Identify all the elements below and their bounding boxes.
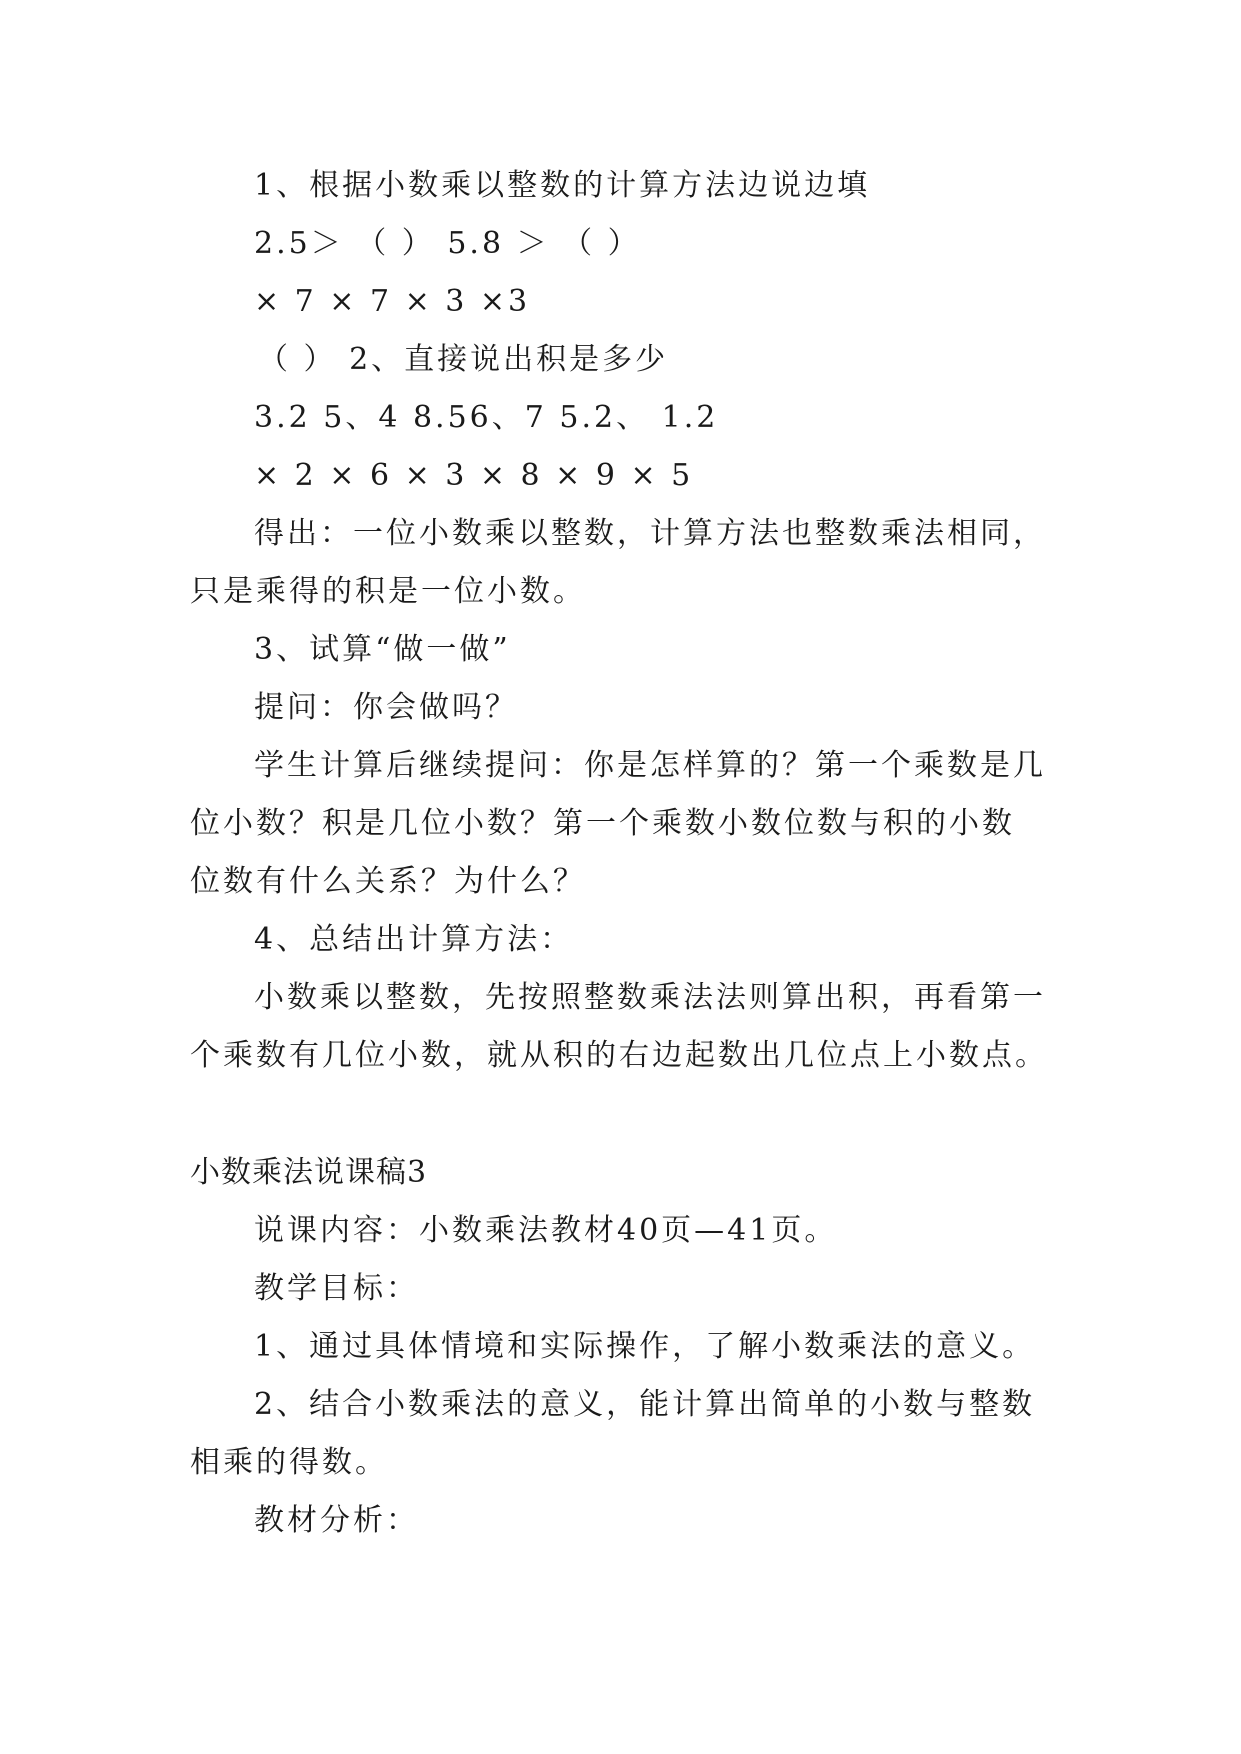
paragraph-line: 2.5＞ （ ） 5.8 ＞ （ ）: [254, 226, 641, 261]
paragraph-line: 3、试算“做一做”: [254, 632, 511, 667]
paragraph-line: 位小数？积是几位小数？第一个乘数小数位数与积的小数: [190, 806, 1015, 841]
paragraph-line: 1、根据小数乘以整数的计算方法边说边填: [254, 168, 871, 203]
paragraph-line: 4、总结出计算方法：: [254, 922, 574, 957]
paragraph-line: 2、结合小数乘法的意义，能计算出简单的小数与整数: [254, 1387, 1036, 1422]
paragraph-line: 得出：一位小数乘以整数，计算方法也整数乘法相同，: [254, 516, 1046, 551]
paragraph-line: × 7 × 7 × 3 ×3: [254, 284, 531, 319]
paragraph-line: 1、通过具体情境和实际操作，了解小数乘法的意义。: [254, 1329, 1036, 1364]
paragraph-line: 提问：你会做吗？: [254, 690, 518, 725]
paragraph-line: 教材分析：: [254, 1503, 419, 1538]
paragraph-line: 教学目标：: [254, 1271, 419, 1306]
paragraph-line: 3.2 5、4 8.56、7 5.2、 1.2: [254, 400, 719, 435]
paragraph-line: （ ） 2、直接说出积是多少: [258, 342, 669, 377]
paragraph-line: × 2 × 6 × 3 × 8 × 9 × 5: [254, 458, 694, 493]
paragraph-line: 个乘数有几位小数，就从积的右边起数出几位点上小数点。: [190, 1038, 1048, 1073]
paragraph-line: 说课内容：小数乘法教材40页—41页。: [254, 1213, 838, 1248]
paragraph-line: 学生计算后继续提问：你是怎样算的？第一个乘数是几: [254, 748, 1046, 783]
paragraph-line: 相乘的得数。: [190, 1445, 388, 1480]
paragraph-line: 小数乘以整数，先按照整数乘法法则算出积，再看第一: [254, 980, 1046, 1015]
paragraph-line: 只是乘得的积是一位小数。: [190, 574, 586, 609]
paragraph-line: 位数有什么关系？为什么？: [190, 864, 586, 899]
section-title: 小数乘法说课稿3: [190, 1155, 428, 1190]
